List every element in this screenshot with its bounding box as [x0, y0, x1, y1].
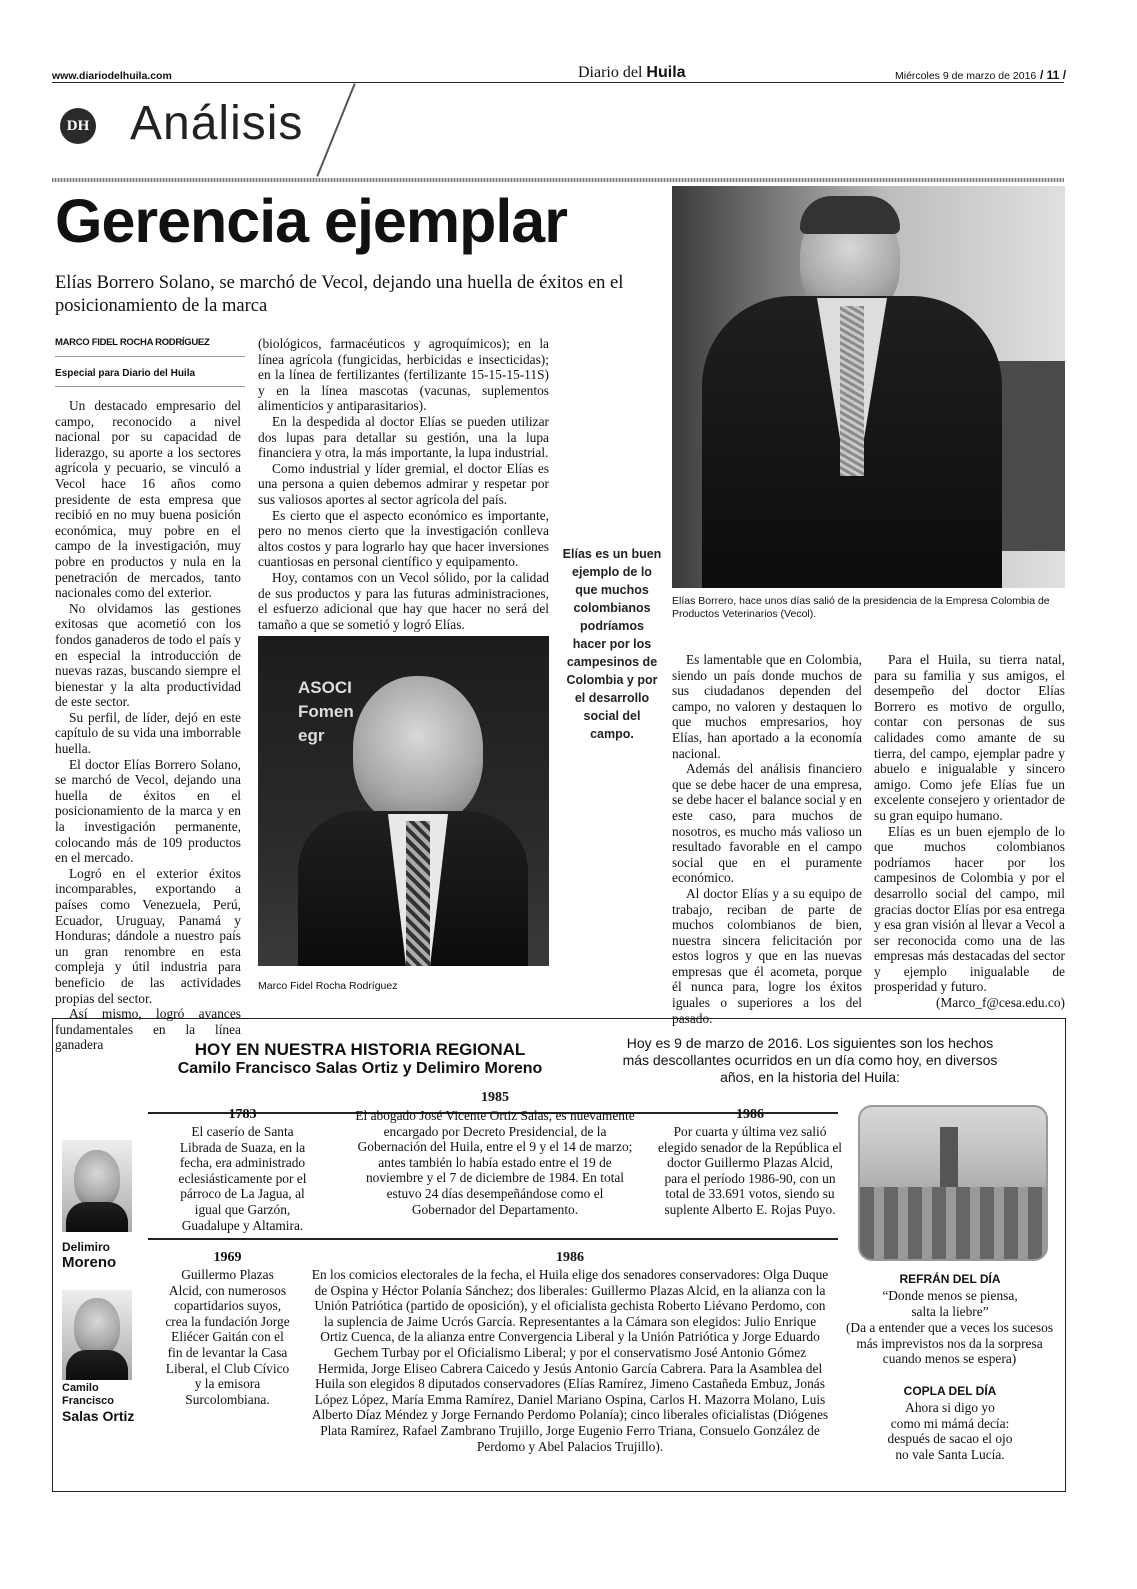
article-title: Gerencia ejemplar [55, 187, 567, 255]
person1-last: Moreno [62, 1254, 117, 1271]
copla-line: después de sacao el ojo [887, 1431, 1013, 1447]
refran-title: REFRÁN DEL DÍA [899, 1272, 1001, 1286]
city-photo [858, 1105, 1048, 1261]
event-year: 1986 [736, 1107, 764, 1122]
page-number: / 11 / [1040, 68, 1067, 82]
person2-first: Camilo Francisco [62, 1382, 114, 1407]
timeline-mid [148, 1238, 838, 1240]
section-title: Análisis [130, 97, 304, 150]
paragraph: Además del análisis financiero que se debe hacer de una empresa, se debe hacer el balance social y en este caso, para muchos de nosotros, es mucho más valioso un resultado favorable en el campo social que en el puramente económico. [672, 761, 862, 886]
author-photo-caption: Marco Fidel Rocha Rodríguez [258, 980, 398, 992]
paragraph: Un destacado empresario del campo, reconocido a nivel nacional por su capacidad de liderazgo, su aporte a los sectores agrícola y pecuario, se vinculó a Vecol hace 16 años como presidente de esta empresa que recibió en no muy buena posición económica, muy pobre en el campo de la investigación, muy pobre en productos y nula en la penetración de mercados, tanto nacionales como del exterior. [55, 398, 241, 601]
author-email[interactable]: (Marco_f@cesa.edu.co) [935, 995, 1065, 1011]
paragraph: El doctor Elías Borrero Solano, se marchó de Vecol, dejando una huella de éxitos en el posicionamiento de la marca y en la investigación permanente, colocando más de 109 productos en el mercado. [55, 756, 241, 866]
person1-first: Delimiro [62, 1240, 111, 1254]
event-text: El caserío de Santa Librada de Suaza, en la fecha, era administrado eclesiásticamente por el párroco de La Jagua, al igual que Garzón, Guadalupe y Altamira. [178, 1124, 307, 1233]
copla-title: COPLA DEL DÍA [903, 1384, 997, 1398]
copla-line: no vale Santa Lucía. [895, 1446, 1005, 1462]
section-slash [316, 83, 355, 176]
subject-hair [800, 196, 900, 234]
section-rule [52, 178, 1064, 182]
paragraph: Elías es un buen ejemplo de lo que muchos colombianos podríamos hacer por los campesinos de Colombia y por el desarrollo social del campo, mil gracias doctor Elías por esa entrega y esa gran visión al llevar a Vecol a ser reconocida como una de las empresas más destacadas del sector y ejemplo inigualable de prosperidad y futuro. [874, 823, 1065, 995]
main-photo-caption: Elías Borrero, hace unos días salió de la presidencia de la Empresa Colombia de Productos Veterinarios (Vecol). [672, 595, 1050, 620]
person2-photo [62, 1290, 132, 1380]
paragraph: Hoy, contamos con un Vecol sólido, por la calidad de sus productos y para las futuras administraciones, el esfuerzo adicional que hay que hacer no será del tamaño a que se sometió y logró Elías. [258, 569, 549, 632]
section-logo: DH [60, 108, 96, 144]
event-text: Por cuarta y última vez salió elegido senador de la República el doctor Guillermo Plazas Alcid, para el período 1986-90, con un total de 33.691 votos, siendo su suplente Alberto E. Rojas Puyo. [657, 1124, 843, 1217]
event-text: En los comicios electorales de la fecha, el Huila elige dos senadores conservadores: Olga Duque de Ospina y Héctor Polanía Sánchez; dos liberales: Guillermo Plazas Alcid, en la alianza con la Unión Patriótica (partido de oposición), y el oficialista gechista Roberto Liévano Perdomo, con la suplencia de Jaime Ucrós García. Representantes a la Cámara son elegidos: Julio Enrique Ortiz Cuenca, de la alianza entre Convergencia Liberal y la Unión Patriótica y Jorge Eduardo Gechem Turbay por el Oficialismo Liberal; y por el conservatismo José Antonio Gómez Hermida, Jorge Eliseo Cabrera Caicedo y Jesús Antonio García Cabrera. Para la Asamblea del Huila son elegidos 8 diputados conservadores (Elías Ramírez, Jimeno Castañeda Embuz, Jonás López López, María Emma Ramírez, Daniel Mariano Ospina, Carlos H. Mazorra Molano, Luis Alberto Díaz Méndez y Jorge Fernando Perdomo Polanía); cinco liberales oficialistas (Diógenes Plata Ramírez, Rafael Zambrano Trujillo, Jorge Eugenio Ferro Triana, Consuelo González de Perdomo y Abel Palacios Trujillo). [311, 1267, 829, 1454]
person2-last: Salas Ortiz [62, 1408, 135, 1424]
paragraph: Como industrial y líder gremial, el doctor Elías es una persona a quien debemos admirar y respetar por sus valiosos aportes al sector agrícola del país. [258, 460, 549, 507]
event-text: Guillermo Plazas Alcid, con numerosos copartidarios suyos, crea la fundación Jorge Eliécer Gaitán con el fin de levantar la Casa Liberal, el Club Cívico y la emisora Surcolombiana. [165, 1267, 290, 1407]
history-title: HOY EN NUESTRA HISTORIA REGIONAL [194, 1040, 526, 1059]
paragraph: (biológicos, farmacéuticos y agroquímicos); en la línea agrícola (fungicidas, herbicidas e insecticidas); en la línea de fertilizantes (fertilizante 15-15-15-11S) y en la línea mascotas (vacunas, suplementos alimenticios y antiparasitarios). [258, 336, 549, 414]
paragraph: En la despedida al doctor Elías se pueden utilizar dos lupas para detallar su gestión, una la lupa financiera y otra, la más importante, la lupa industrial. [258, 413, 549, 461]
history-intro: Hoy es 9 de marzo de 2016. Los siguientes son los hechos más descollantes ocurridos en un día como hoy, en diversos años, en la historia del Huila: [622, 1035, 998, 1085]
pull-quote: Elías es un buen ejemplo de lo que muchos colombianos podríamos hacer por los campesinos de Colombia y por el desarrollo social del campo. [562, 547, 662, 741]
paragraph: Al doctor Elías y a su equipo de trabajo, reciban de parte de muchos colombianos de bien, nuestra sincera felicitación por estos logros y que en las nuevas empresas que él acometa, porque él nunca para, logre los éxitos iguales o superiores a los del pasado. [672, 885, 862, 1026]
header-rule [52, 82, 1064, 83]
copla-line: Ahora si digo yo [905, 1400, 995, 1415]
issue-date: Miércoles 9 de marzo de 2016 [895, 70, 1037, 82]
paragraph: Es cierto que el aspecto económico es importante, pero no menos cierto que la investigación conlleva altos costos y para lograrlo hay que hacer inversiones cuantiosas en personal científico y equipamento. [258, 507, 549, 570]
article-column-4 [874, 652, 1065, 1011]
website-url[interactable]: www.diariodelhuila.com [52, 70, 172, 82]
author-tie [406, 821, 430, 966]
event-year: 1985 [481, 1090, 509, 1105]
author-rule [55, 356, 245, 357]
special-rule [55, 386, 245, 387]
refran-quote: “Donde menos se piensa, salta la liebre” [882, 1288, 1018, 1319]
article-column-3 [672, 652, 862, 1026]
paper-name: Diario del [578, 64, 643, 81]
event-text: El abogado José Vicente Ortiz Salas, es nuevamente encargado por Decreto Presidencial, de la Gobernación del Huila, entre el 9 y el 14 de marzo; antes también lo había estado entre el 19 de noviembre y el 7 de diciembre de 1984. En total estuvo 24 días desempeñándose como el Gobernador del Departamento. [355, 1108, 635, 1217]
paragraph: Para el Huila, su tierra natal, para su familia y sus amigos, el desempeño del doctor Elías Borrero es motivo de orgullo, contar con personas de sus calidades como amante de su tierra, del campo, ejemplar padre y abuelo e inigualable y sincero amigo. Como jefe Elías fue un excelente consejero y orientador de su gran equipo humano. [874, 652, 1065, 823]
paragraph: No olvidamos las gestiones exitosas que acometió con los fondos ganaderos de todo el país y en especial la introducción de nuevas razas, buscando siempre el bienestar y la alta productividad de este sector. [55, 600, 241, 710]
paper-name-bold: Huila [646, 64, 686, 81]
author-photo [258, 636, 549, 966]
article-author: MARCO FIDEL ROCHA RODRÍGUEZ [55, 337, 210, 348]
event-year: 1986 [556, 1250, 584, 1265]
history-authors: Camilo Francisco Salas Ortiz y Delimiro Moreno [177, 1060, 543, 1077]
author-face [353, 676, 483, 826]
main-photo [672, 186, 1065, 588]
article-column-1 [55, 398, 241, 1053]
article-subtitle: Elías Borrero Solano, se marchó de Vecol, dejando una huella de éxitos en el posicionamiento de la marca [55, 273, 624, 316]
copla-line: como mi mámá decía: [890, 1415, 1010, 1431]
subject-tie [840, 306, 864, 476]
refran-explanation: (Da a entender que a veces los sucesos más imprevistos nos da la sorpresa cuando menos se espera) [845, 1320, 1054, 1367]
person1-photo [62, 1140, 132, 1232]
paragraph: Es lamentable que en Colombia, siendo un país donde muchos de sus ciudadanos dependen del campo, no valoren y destaquen lo que muchos empresarios, hoy Elías, han aportado a la economía nacional. [672, 652, 862, 761]
paragraph: Así mismo, logró avances fundamentales en la línea ganadera [55, 1006, 241, 1053]
masthead [578, 64, 686, 82]
paragraph: Su perfil, de líder, dejó en este capítulo de su vida una imborrable huella. [55, 709, 241, 757]
article-special: Especial para Diario del Huila [55, 368, 196, 379]
event-year: 1783 [228, 1107, 257, 1122]
paragraph: Logró en el exterior éxitos incomparables, exportando a países como Venezuela, Perú, Ecuador, Uruguay, Panamá y Honduras; dándole a nuestro país un gran renombre en esta compleja y útil industria para beneficio de las actividades propias del sector. [55, 865, 241, 1006]
photo-sign: ASOCI Fomen egr [298, 678, 354, 745]
copla [850, 1400, 1050, 1462]
event-year: 1969 [213, 1250, 242, 1265]
article-column-2 [258, 336, 549, 632]
